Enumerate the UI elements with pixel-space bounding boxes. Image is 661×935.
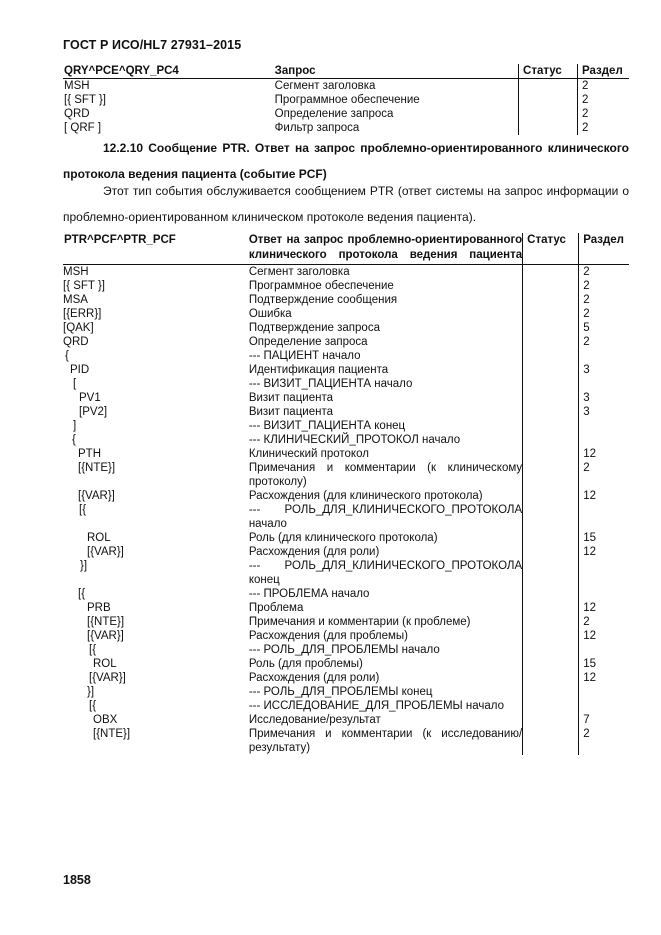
description-cell: Ошибка — [248, 308, 292, 320]
section-cell — [579, 587, 629, 601]
table-row — [63, 433, 629, 447]
table-row — [63, 377, 629, 391]
status-cell — [523, 307, 579, 321]
status-cell — [523, 363, 579, 377]
table-row — [63, 559, 629, 587]
segment-cell: [{NTE}] — [93, 728, 131, 740]
column-header-status: Статус — [523, 233, 579, 265]
section-cell: 12 — [583, 630, 596, 642]
table-row — [63, 489, 629, 503]
table-row — [63, 121, 629, 135]
table-row — [63, 293, 629, 307]
section-cell: 2 — [583, 616, 590, 628]
response-message-table — [63, 233, 629, 755]
segment-cell: [{ SFT }] — [63, 280, 105, 292]
table-header-row — [63, 64, 629, 79]
description-cell: --- ПРОБЛЕМА начало — [248, 588, 370, 600]
description-cell: Сегмент заголовка — [274, 80, 376, 92]
section-cell: 15 — [583, 658, 596, 670]
status-cell — [523, 671, 579, 685]
section-cell: 2 — [583, 728, 590, 740]
status-cell — [523, 335, 579, 349]
section-cell — [579, 433, 629, 447]
description-cell: --- ПАЦИЕНТ начало — [248, 350, 361, 362]
segment-cell: [ QRF ] — [64, 122, 102, 134]
section-cell: 7 — [583, 714, 590, 726]
segment-cell: PID — [70, 364, 90, 376]
section-cell: 12 — [583, 490, 596, 502]
status-cell — [523, 531, 579, 545]
description-cell: Подтверждение сообщения — [248, 294, 398, 306]
segment-cell: [{VAR}] — [87, 630, 124, 642]
segment-cell: { — [65, 350, 69, 362]
segment-cell: OBX — [93, 714, 118, 726]
status-cell — [523, 265, 579, 280]
document-header-title: ГОСТ Р ИСО/HL7 27931–2015 — [63, 38, 242, 52]
table-row — [63, 727, 629, 755]
section-cell: 3 — [583, 406, 590, 418]
table-row — [63, 265, 629, 280]
segment-cell: QRD — [63, 336, 89, 348]
description-cell: Расхождения (для роли) — [248, 546, 380, 558]
section-cell: 2 — [581, 80, 589, 92]
description-cell: Расхождения (для роли) — [248, 672, 380, 684]
status-cell — [519, 79, 578, 94]
section-cell — [579, 377, 629, 391]
table-row — [63, 629, 629, 643]
column-header-description: Ответ на запрос проблемно-ориентированного клинического протокола ведения пациента — [247, 233, 523, 265]
segment-cell: QRD — [64, 108, 90, 120]
table-row — [63, 601, 629, 615]
column-header-message: PTR^PCF^PTR_PCF — [63, 233, 247, 265]
description-cell: Идентификация пациента — [248, 364, 389, 376]
section-cell: 2 — [583, 462, 590, 474]
description-cell: Программное обеспечение — [274, 94, 420, 106]
segment-cell: [{VAR}] — [78, 490, 115, 502]
status-cell — [519, 121, 578, 135]
section-cell: 12 — [583, 602, 596, 614]
table-row — [63, 461, 629, 489]
section-cell: 5 — [583, 322, 590, 334]
section-cell: 2 — [583, 308, 590, 320]
section-cell: 2 — [581, 94, 589, 106]
section-cell — [579, 685, 629, 699]
description-cell: --- РОЛЬ_ДЛЯ_ПРОБЛЕМЫ конец — [248, 686, 433, 698]
status-cell — [523, 601, 579, 615]
status-cell — [523, 279, 579, 293]
status-cell — [523, 391, 579, 405]
table-row — [63, 321, 629, 335]
section-cell: 12 — [583, 546, 596, 558]
page-number: 1858 — [63, 873, 91, 887]
table-row — [63, 107, 629, 121]
section-cell: 15 — [583, 532, 596, 544]
description-cell: Примечания и комментарии (к проблеме) — [248, 616, 471, 628]
description-cell: Подтверждение запроса — [248, 322, 380, 334]
status-cell — [523, 699, 579, 713]
status-cell — [523, 685, 579, 699]
segment-cell: PV1 — [79, 392, 101, 404]
section-cell: 3 — [583, 364, 590, 376]
segment-cell: [{VAR}] — [89, 672, 126, 684]
status-cell — [523, 433, 579, 447]
status-cell — [523, 321, 579, 335]
table-row — [63, 391, 629, 405]
description-cell: --- ВИЗИТ_ПАЦИЕНТА конец — [248, 420, 406, 432]
table-row — [63, 713, 629, 727]
section-cell — [579, 503, 629, 531]
segment-cell: [{NTE}] — [87, 616, 125, 628]
segment-cell: [QAK] — [63, 322, 94, 334]
description-cell: Расхождения (для проблемы) — [248, 630, 408, 642]
segment-cell: [{VAR}] — [87, 546, 124, 558]
status-cell — [523, 461, 579, 489]
description-cell: Роль (для клинического протокола) — [248, 532, 438, 544]
section-cell: 3 — [583, 392, 590, 404]
table-row — [63, 657, 629, 671]
status-cell — [519, 93, 578, 107]
table-row — [63, 503, 629, 531]
table-row — [63, 419, 629, 433]
segment-cell: [ — [73, 378, 77, 390]
table-row — [63, 335, 629, 349]
status-cell — [523, 293, 579, 307]
segment-cell: MSA — [63, 294, 88, 306]
segment-cell: [{ERR}] — [63, 308, 102, 320]
status-cell — [523, 727, 579, 755]
description-cell: Клинический протокол — [248, 448, 369, 460]
table-row — [63, 447, 629, 461]
section-paragraph: Этот тип события обслуживается сообщением PTR (ответ системы на запрос информации о проблемно-ориентированном клиническом протоколе ведения пациента). — [63, 184, 629, 224]
segment-cell: [{NTE}] — [78, 462, 116, 474]
column-header-message: QRY^PCE^QRY_PC4 — [63, 64, 273, 79]
description-cell: Визит пациента — [248, 392, 333, 404]
section-cell: 12 — [583, 448, 596, 460]
section-cell — [579, 349, 629, 363]
description-cell: --- РОЛЬ_ДЛЯ_КЛИНИЧЕСКОГО_ПРОТОКОЛА конец — [248, 560, 523, 586]
segment-cell: PTH — [78, 448, 101, 460]
column-header-description: Запрос — [273, 64, 519, 79]
description-cell: Визит пациента — [248, 406, 333, 418]
description-cell: Роль (для проблемы) — [248, 658, 363, 670]
status-cell — [523, 545, 579, 559]
status-cell — [523, 643, 579, 657]
status-cell — [523, 349, 579, 363]
status-cell — [519, 107, 578, 121]
segment-cell: ROL — [87, 532, 111, 544]
status-cell — [523, 713, 579, 727]
table-row — [63, 279, 629, 293]
description-cell: Проблема — [248, 602, 304, 614]
table-row — [63, 545, 629, 559]
segment-cell: ] — [73, 420, 77, 432]
section-cell: 2 — [583, 336, 590, 348]
table-row — [63, 699, 629, 713]
description-cell: Исследование/результат — [248, 714, 381, 726]
section-cell: 2 — [583, 280, 590, 292]
section-cell: 2 — [581, 108, 589, 120]
status-cell — [523, 447, 579, 461]
column-header-status: Статус — [519, 64, 578, 79]
table-row — [63, 363, 629, 377]
segment-cell: PRB — [87, 602, 111, 614]
segment-cell: { — [72, 434, 76, 446]
description-cell: --- ИССЛЕДОВАНИЕ_ДЛЯ_ПРОБЛЕМЫ начало — [248, 700, 505, 712]
section-cell — [579, 643, 629, 657]
table-row — [63, 615, 629, 629]
description-cell: Определение запроса — [248, 336, 368, 348]
description-cell: --- КЛИНИЧЕСКИЙ_ПРОТОКОЛ начало — [248, 434, 461, 446]
section-cell — [579, 559, 629, 587]
table-row — [63, 685, 629, 699]
status-cell — [523, 419, 579, 433]
section-cell: 12 — [583, 672, 596, 684]
section-cell: 2 — [583, 294, 590, 306]
status-cell — [523, 503, 579, 531]
table-row — [63, 93, 629, 107]
status-cell — [523, 405, 579, 419]
section-heading: 12.2.10 Сообщение PTR. Ответ на запрос проблемно-ориентированного клинического протокола ведения пациента (событие PCF) — [63, 141, 629, 181]
segment-cell: [{ — [89, 700, 97, 712]
table-row — [63, 531, 629, 545]
status-cell — [523, 489, 579, 503]
segment-cell: [{ — [78, 588, 86, 600]
segment-cell: [{ — [79, 504, 87, 516]
status-cell — [523, 559, 579, 587]
description-cell: Примечания и комментарии (к исследованию/результату) — [248, 728, 523, 754]
status-cell — [523, 629, 579, 643]
section-cell: 2 — [581, 122, 589, 134]
segment-cell: MSH — [63, 266, 89, 278]
segment-cell: [{ — [89, 644, 97, 656]
section-cell — [579, 699, 629, 713]
table-row — [63, 307, 629, 321]
segment-cell: ROL — [93, 658, 117, 670]
table-row — [63, 671, 629, 685]
description-cell: Фильтр запроса — [274, 122, 360, 134]
segment-cell: }] — [87, 686, 95, 698]
description-cell: --- ВИЗИТ_ПАЦИЕНТА начало — [248, 378, 413, 390]
segment-cell: [PV2] — [79, 406, 108, 418]
status-cell — [523, 587, 579, 601]
segment-cell: }] — [80, 560, 88, 572]
table-row — [63, 349, 629, 363]
status-cell — [523, 377, 579, 391]
segment-cell: MSH — [64, 80, 90, 92]
table-row — [63, 587, 629, 601]
table-row — [63, 79, 629, 94]
segment-cell: [{ SFT }] — [64, 94, 106, 106]
description-cell: Расхождения (для клинического протокола) — [248, 490, 483, 502]
description-cell: --- РОЛЬ_ДЛЯ_ПРОБЛЕМЫ начало — [248, 644, 440, 656]
table-row — [63, 405, 629, 419]
description-cell: Примечания и комментарии (к клиническому протоколу) — [248, 462, 523, 488]
section-cell: 2 — [583, 266, 590, 278]
status-cell — [523, 615, 579, 629]
description-cell: Программное обеспечение — [248, 280, 394, 292]
description-cell: Сегмент заголовка — [248, 266, 350, 278]
description-cell: --- РОЛЬ_ДЛЯ_КЛИНИЧЕСКОГО_ПРОТОКОЛА начало — [248, 504, 523, 530]
table-row — [63, 643, 629, 657]
column-header-section: Раздел — [579, 233, 629, 265]
section-cell — [579, 419, 629, 433]
table-header-row — [63, 233, 629, 265]
status-cell — [523, 657, 579, 671]
query-message-table — [63, 64, 629, 135]
description-cell: Определение запроса — [274, 108, 394, 120]
column-header-section: Раздел — [577, 64, 629, 79]
